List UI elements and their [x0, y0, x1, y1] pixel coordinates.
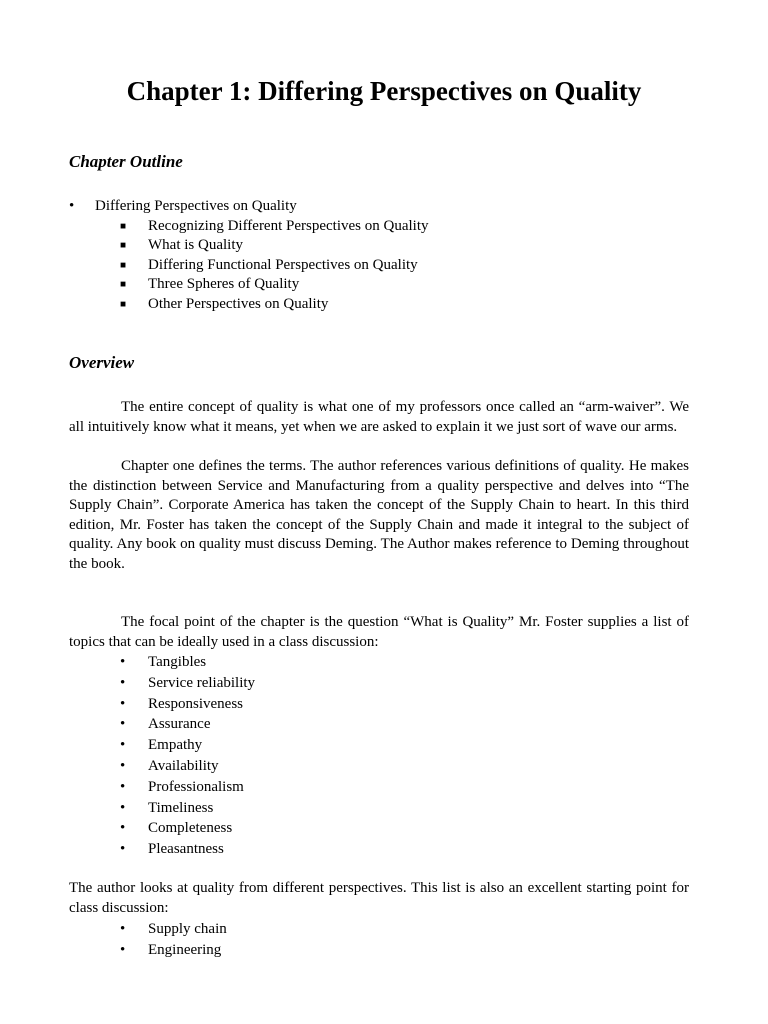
list-item-label: Pleasantness	[148, 841, 224, 858]
square-bullet-icon: ■	[120, 298, 127, 310]
bullet-icon: •	[120, 921, 126, 937]
bullet-icon: •	[120, 820, 126, 837]
bullet-icon: •	[120, 799, 126, 816]
bullet-icon: •	[69, 198, 75, 214]
outline-subitem-label: What is Quality	[148, 237, 243, 254]
overview-paragraph-1: The entire concept of quality is what one of my professors once called an “arm-waiver”. We all intuitively know what it means, yet when we are asked to explain it we just sort of wave our arms.	[69, 399, 689, 435]
outline-item-label: Differing Perspectives on Quality	[95, 198, 297, 214]
page-title: Chapter 1: Differing Perspectives on Quality	[126, 76, 642, 106]
outline-subitem-label: Three Spheres of Quality	[148, 276, 300, 293]
chapter-outline-heading: Chapter Outline	[69, 152, 183, 171]
list-item-label: Completeness	[148, 820, 233, 837]
overview-paragraph-3: The focal point of the chapter is the question “What is Quality” Mr. Foster supplies a list of topics that can be ideally used in a class discussion:	[69, 614, 689, 650]
overview-heading: Overview	[69, 353, 135, 372]
bullet-icon: •	[120, 674, 126, 691]
list-item-label: Service reliability	[148, 674, 256, 691]
list-item-label: Availability	[148, 757, 219, 774]
bullet-icon: •	[120, 695, 126, 712]
outline-subitem-label: Differing Functional Perspectives on Quality	[148, 256, 418, 273]
bullet-icon: •	[120, 778, 126, 795]
overview-paragraph-2: Chapter one defines the terms. The author references various definitions of quality. He makes the distinction between Service and Manufacturing from a quality perspective and delves into “The Supply Chain”. Corporate America has taken the concept of the Supply Chain to heart. In this third edition, Mr. Foster has taken the concept of the Supply Chain and made it integral to the subject of quality. Any book on quality must discuss Deming. The Author makes reference to Deming throughout the book.	[69, 458, 689, 572]
square-bullet-icon: ■	[120, 240, 127, 252]
square-bullet-icon: ■	[120, 220, 127, 232]
bullet-icon: •	[120, 841, 126, 858]
list-item-label: Responsiveness	[148, 695, 243, 712]
list-item-label: Tangibles	[148, 654, 207, 670]
bullet-icon: •	[120, 716, 126, 733]
bullet-icon: •	[120, 757, 126, 774]
bullet-icon: •	[120, 737, 126, 754]
list-item-label: Supply chain	[148, 921, 227, 937]
overview-paragraph-4: The author looks at quality from different perspectives. This list is also an excellent starting point for class discussion:	[69, 880, 689, 916]
outline-subitem-label: Recognizing Different Perspectives on Quality	[148, 217, 429, 234]
list-item-label: Engineering	[148, 941, 222, 958]
square-bullet-icon: ■	[120, 279, 127, 291]
bullet-icon: •	[120, 654, 126, 670]
outline-subitem-label: Other Perspectives on Quality	[148, 295, 329, 312]
square-bullet-icon: ■	[120, 259, 127, 271]
list-item-label: Timeliness	[148, 799, 214, 816]
bullet-icon: •	[120, 941, 126, 958]
list-item-label: Professionalism	[148, 778, 244, 795]
list-item-label: Empathy	[148, 737, 203, 754]
list-item-label: Assurance	[148, 716, 211, 733]
